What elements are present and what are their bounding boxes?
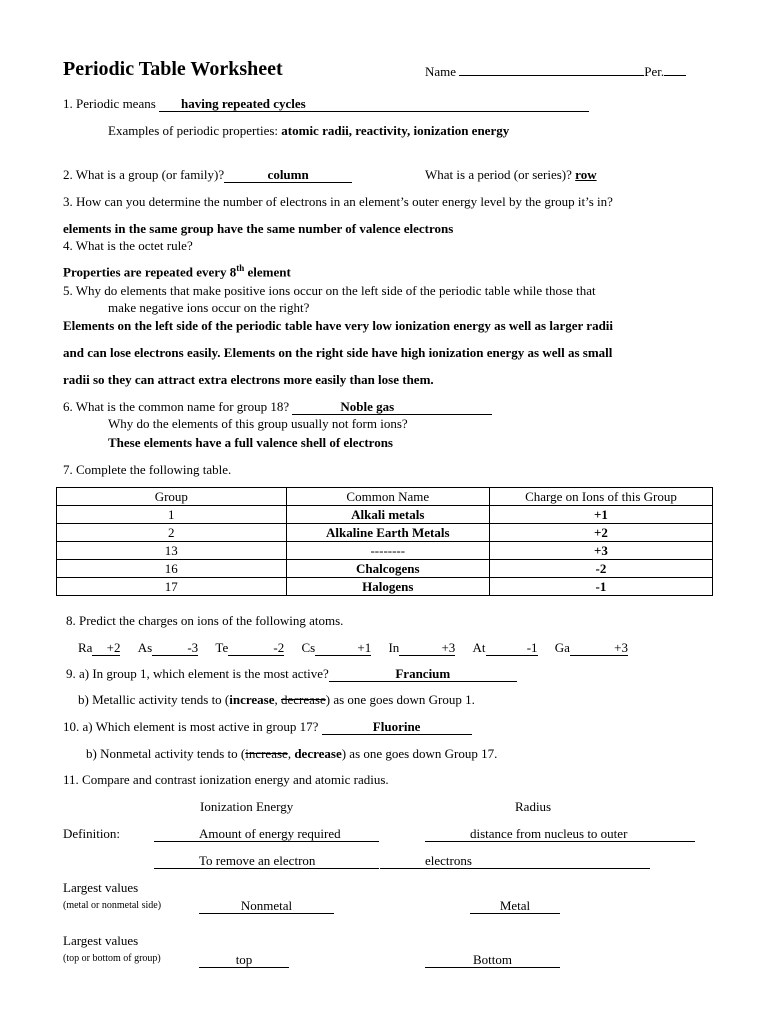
- atom-charge-blank[interactable]: [399, 641, 455, 656]
- table-cell-name: Alkali metals: [286, 506, 489, 524]
- atom-charge-blank[interactable]: [92, 641, 120, 656]
- r-largest1: Metal: [470, 899, 560, 914]
- table-header-cell: Group: [57, 488, 287, 506]
- r-def1-blank[interactable]: [425, 826, 695, 842]
- r-def2-blank[interactable]: [380, 853, 650, 869]
- table-cell-group: 1: [57, 506, 287, 524]
- q9b-line: [78, 692, 475, 708]
- q9-answer: Francium: [395, 666, 451, 681]
- table-row: [57, 524, 713, 542]
- ie-largest2-blank[interactable]: [199, 952, 289, 968]
- q11-largest1-sub: (metal or nonmetal side): [63, 900, 162, 911]
- q8-atoms: [78, 640, 628, 656]
- q9b-decrease: decrease: [281, 692, 326, 707]
- ie-def2-blank[interactable]: [154, 853, 379, 869]
- atom-symbol: As: [137, 640, 153, 655]
- q10-answer-blank[interactable]: [322, 720, 472, 735]
- atom-symbol: Ra: [78, 640, 93, 655]
- table-row: [57, 506, 713, 524]
- name-blank[interactable]: [459, 75, 644, 76]
- q11-largest2-sub: (top or bottom of group): [63, 953, 161, 964]
- q2-line: [63, 167, 352, 183]
- table-row: [57, 560, 713, 578]
- table-row: [57, 542, 713, 560]
- q6-answer: Noble gas: [340, 399, 395, 414]
- name-label: Name: [425, 64, 457, 79]
- q2-line2: [425, 167, 597, 183]
- q1-prompt: 1. Periodic means: [63, 96, 156, 111]
- table-header-cell: Common Name: [286, 488, 489, 506]
- q9b-sep: ,: [274, 692, 282, 707]
- per-label: Per.: [644, 64, 665, 79]
- q6-answer-blank[interactable]: [292, 400, 492, 415]
- q9-prompt: 9. a) In group 1, which element is the most active?: [66, 666, 329, 681]
- atom-charge-blank[interactable]: [152, 641, 198, 656]
- q4-answer-post: element: [244, 264, 291, 280]
- q4-answer: [63, 263, 291, 280]
- q1-examples-label: Examples of periodic properties:: [108, 123, 279, 138]
- q6-line: [63, 399, 492, 415]
- q1-line: [63, 96, 589, 112]
- table-cell-charge: -2: [489, 560, 712, 578]
- atom-symbol: In: [388, 640, 400, 655]
- table-cell-charge: +3: [489, 542, 712, 560]
- q6-answer2: These elements have a full valence shell of electrons: [108, 435, 393, 450]
- atom-symbol: Ga: [554, 640, 570, 655]
- atom-symbol: Cs: [301, 640, 316, 655]
- q10b-pre: b) Nonmetal activity tends to (: [86, 746, 246, 761]
- q10b-line: [86, 746, 497, 762]
- q4-prompt: 4. What is the octet rule?: [63, 238, 193, 253]
- page-title: Periodic Table Worksheet: [63, 58, 283, 80]
- q3-answer: elements in the same group have the same number of valence electrons: [63, 221, 454, 236]
- q2-prompt: 2. What is a group (or family)?: [63, 167, 225, 182]
- q7-prompt: 7. Complete the following table.: [63, 462, 232, 477]
- table-header-row: [57, 488, 713, 506]
- q2-prompt2: What is a period (or series)?: [425, 167, 572, 182]
- q2-answer: column: [267, 167, 309, 182]
- group-table: [56, 487, 713, 596]
- table-cell-group: 13: [57, 542, 287, 560]
- r-largest2-blank[interactable]: [425, 952, 560, 968]
- atom-charge: -1: [526, 640, 538, 655]
- atom-charge-blank[interactable]: [486, 641, 538, 656]
- table-header-cell: Charge on Ions of this Group: [489, 488, 712, 506]
- table-row: [57, 578, 713, 596]
- q4-answer-pre: Properties are repeated every 8: [63, 264, 237, 280]
- r-def2: electrons: [425, 853, 472, 868]
- ie-largest1: Nonmetal: [199, 899, 334, 914]
- ie-def1: Amount of energy required: [199, 826, 341, 841]
- q6-prompt: 6. What is the common name for group 18?: [63, 399, 290, 414]
- q11-col-ionization: Ionization Energy: [200, 799, 294, 814]
- q10-prompt: 10. a) Which element is most active in group 17?: [63, 719, 319, 734]
- q5-prompt1: 5. Why do elements that make positive ions occur on the left side of the periodic table while those that: [63, 283, 596, 298]
- atom-charge: +3: [441, 640, 456, 655]
- atom-charge-blank[interactable]: [315, 641, 371, 656]
- table-cell-name: Chalcogens: [286, 560, 489, 578]
- q1-examples: [108, 123, 509, 139]
- atom-charge-blank[interactable]: [570, 641, 628, 656]
- q1-examples-answer: atomic radii, reactivity, ionization energy: [281, 123, 510, 138]
- q8-prompt: 8. Predict the charges on ions of the following atoms.: [66, 613, 344, 628]
- q3-prompt: 3. How can you determine the number of electrons in an element’s outer energy level by the group it’s in?: [63, 194, 613, 209]
- atom-charge: +2: [106, 640, 121, 655]
- atom-symbol: At: [472, 640, 486, 655]
- per-blank[interactable]: [664, 75, 686, 76]
- q10b-post: ) as one goes down Group 17.: [341, 746, 498, 761]
- table-cell-name: --------: [286, 542, 489, 560]
- atom-charge-blank[interactable]: [228, 641, 284, 656]
- atom-charge: +3: [614, 640, 628, 655]
- table-cell-charge: +2: [489, 524, 712, 542]
- q10b-decrease: decrease: [294, 746, 342, 761]
- ie-largest1-blank[interactable]: [199, 898, 334, 914]
- name-field: [425, 64, 686, 80]
- q10b-sep: ,: [287, 746, 295, 761]
- q1-answer-blank[interactable]: [159, 97, 589, 112]
- q9-answer-blank[interactable]: [329, 667, 517, 682]
- table-cell-group: 2: [57, 524, 287, 542]
- r-largest2: Bottom: [425, 953, 560, 968]
- q9-line: [66, 666, 517, 682]
- q11-largest2-label: Largest values: [63, 933, 139, 948]
- q10b-increase: increase: [245, 746, 288, 761]
- table-cell-name: Alkaline Earth Metals: [286, 524, 489, 542]
- ie-def2: To remove an electron: [199, 853, 316, 868]
- q11-prompt: 11. Compare and contrast ionization energy and atomic radius.: [63, 772, 389, 787]
- r-def1: distance from nucleus to outer: [470, 826, 628, 841]
- q9b-pre: b) Metallic activity tends to (: [78, 692, 230, 707]
- atom-symbol: Te: [215, 640, 229, 655]
- q5-prompt2: make negative ions occur on the right?: [108, 300, 310, 315]
- table-cell-charge: -1: [489, 578, 712, 596]
- ie-def1-blank[interactable]: [154, 826, 379, 842]
- q11-largest1-label: Largest values: [63, 880, 139, 895]
- q10-line: [63, 719, 472, 735]
- q5-answer2: and can lose electrons easily. Elements on the right side have high ionization energy as well as small: [63, 345, 613, 360]
- ie-largest2: top: [199, 953, 289, 968]
- atom-charge: +1: [357, 640, 372, 655]
- q1-answer: having repeated cycles: [181, 96, 306, 111]
- q5-answer3: radii so they can attract extra electrons more easily than lose them.: [63, 372, 434, 387]
- q2-answer-blank[interactable]: [224, 168, 352, 183]
- q9b-post: ) as one goes down Group 1.: [325, 692, 475, 707]
- q9b-increase: increase: [229, 692, 275, 707]
- table-cell-group: 16: [57, 560, 287, 578]
- q6-prompt2: Why do the elements of this group usually not form ions?: [108, 416, 408, 431]
- atom-charge: -2: [273, 640, 285, 655]
- q10-answer: Fluorine: [372, 719, 421, 734]
- q2-answer2: row: [575, 167, 597, 182]
- q11-definition-label: Definition:: [63, 826, 121, 841]
- table-cell-name: Halogens: [286, 578, 489, 596]
- r-largest1-blank[interactable]: [470, 898, 560, 914]
- q11-col-radius: Radius: [515, 799, 552, 814]
- table-cell-charge: +1: [489, 506, 712, 524]
- q4-answer-sup: th: [236, 263, 245, 273]
- table-cell-group: 17: [57, 578, 287, 596]
- atom-charge: -3: [187, 640, 199, 655]
- q5-answer1: Elements on the left side of the periodic table have very low ionization energy as well as larger radii: [63, 318, 614, 333]
